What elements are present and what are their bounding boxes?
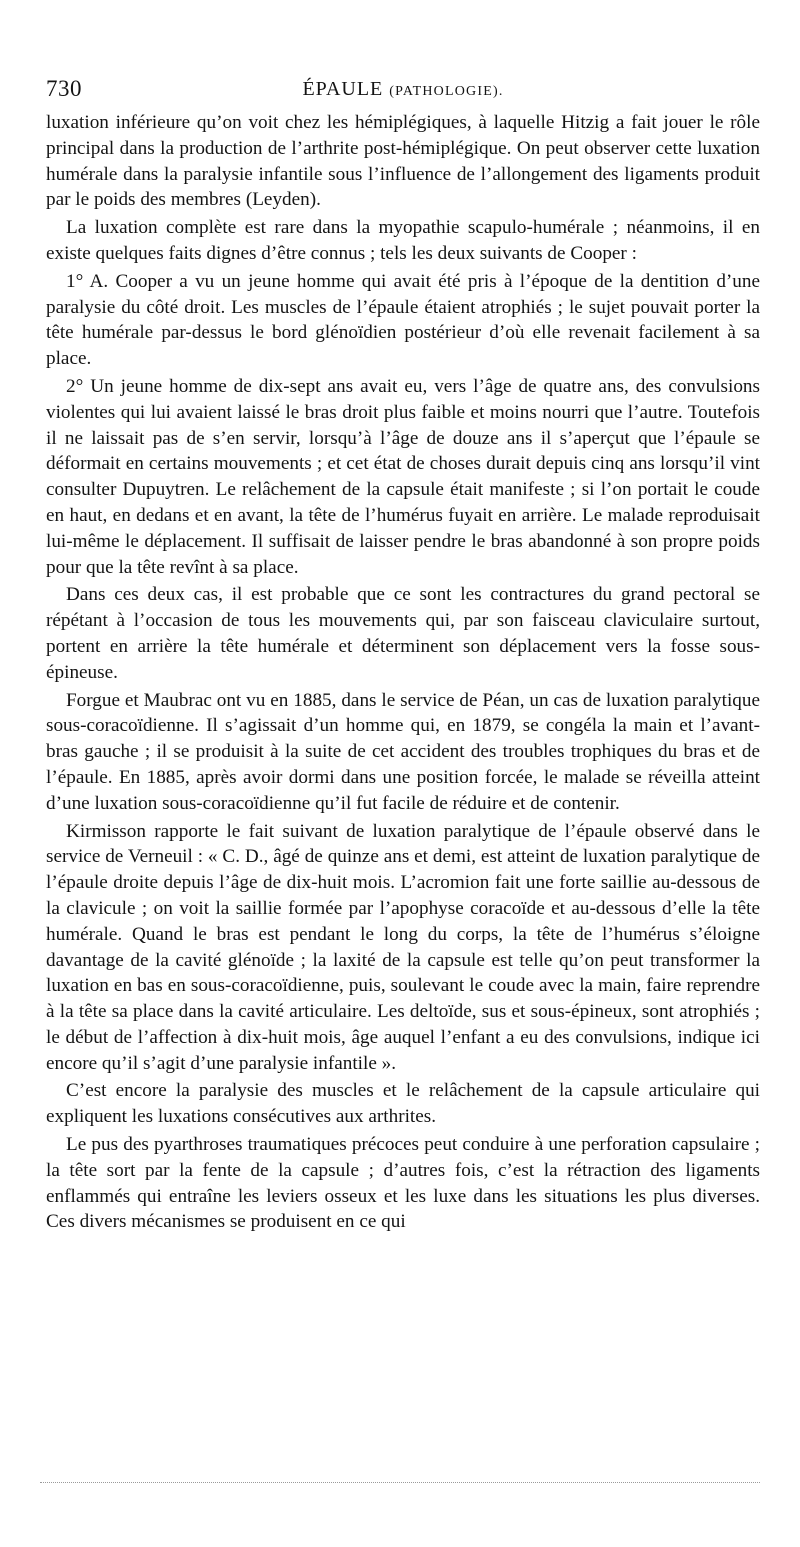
paragraph-pyarthrosis: Le pus des pyarthroses traumatiques précoces peut conduire à une perforation capsulaire ; la tête sort par la fente de la capsule ; d’autres fois, c’est la rétraction des ligaments enflammés qui entraîne les leviers osseux et les luxe dans les situations les plus diverses. Ces divers mécanismes se produisent en ce qui (46, 1134, 760, 1233)
running-head (46, 74, 760, 107)
paragraph-forgue-maubrac: Forgue et Maubrac ont vu en 1885, dans le service de Péan, un cas de luxation paralytique sous-coracoïdienne. Il s’agissait d’un homme qui, en 1879, se congéla la main et l’avant-bras gauche ; il se produisit à la suite de cet accident des troubles trophiques du bras et de l’épaule. En 1885, après avoir dormi dans une position forcée, le malade se réveilla atteint d’une luxation sous-coracoïdienne qu’il fut facile de réduire et de contenir. (46, 689, 760, 814)
paragraph-continuation: luxation inférieure qu’on voit chez les hémiplégiques, à laquelle Hitzig a fait jouer le rôle principal dans la production de l’arthrite post-hémiplégique. On peut observer cette luxation humérale dans la paralysie infantile sous l’influence de l’allongement des ligaments produit par le poids des membres (Leyden). (46, 112, 760, 211)
paragraph-case-2: 2° Un jeune homme de dix-sept ans avait eu, vers l’âge de quatre ans, des convulsions violentes qui lui avaient laissé le bras droit plus faible et moins nourri que l’autre. Toutefois il ne laissait pas de s’en servir, lorsqu’à l’âge de douze ans il s’aperçut que l’épaule se déformait en certains mouvements ; et cet état de choses durait depuis cinq ans lorsqu’il vint consulter Dupuytren. Le relâchement de la capsule était manifeste ; si l’on portait le coude en haut, en dedans et en avant, la tête de l’humérus fuyait en arrière. Le malade reproduisait lui-même le déplacement. Il suffisait de laisser pendre le bras abandonné à son propre poids pour que la tête revînt à sa place. (46, 375, 760, 578)
page-number: 730 (46, 76, 82, 101)
running-head-subtitle: (PATHOLOGIE). (389, 84, 504, 99)
paragraph-discussion: Dans ces deux cas, il est probable que ce sont les contractures du grand pectoral se répétant à l’occasion de tous les mouvements qui, par son faisceau claviculaire surtout, portent en arrière la tête humérale et déterminent son déplacement vers la fosse sous-épineuse. (46, 584, 760, 683)
paragraph-kirmisson: Kirmisson rapporte le fait suivant de luxation paralytique de l’épaule observé dans le service de Verneuil : « C. D., âgé de quinze ans et demi, est atteint de luxation paralytique de l’épaule droite depuis l’âge de dix-huit mois. L’acromion fait une forte saillie au-dessous de la clavicule ; on voit la saillie formée par l’apophyse coracoïde et au-dessous d’elle la tête humérale. Quand le bras est pendant le long du corps, la tête de l’humérus s’éloigne davantage de la cavité glénoïde ; la laxité de la capsule est telle qu’on peut transformer la luxation en bas en sous-coracoïdienne, puis, soulevant le coude avec la main, faire reprendre à la tête sa place dans la cavité articulaire. Les deltoïde, sus et sous-épineux, sont atrophiés ; le début de l’affection à dix-huit mois, âge auquel l’enfant a eu des convulsions, indique ici encore qu’il s’agit d’une paralysie infantile ». (46, 820, 760, 1074)
page-header (46, 74, 760, 104)
paragraph-case-1: 1° A. Cooper a vu un jeune homme qui avait été pris à l’époque de la dentition d’une paralysie du côté droit. Les muscles de l’épaule étaient atrophiés ; le sujet pouvait porter la tête humérale par-dessus le bord glénoïdien postérieur d’où elle revenait facilement à sa place. (46, 270, 760, 370)
running-head-title: ÉPAULE (302, 78, 384, 100)
footer-dotted-rule (40, 1482, 760, 1483)
paragraph-myopathy: La luxation complète est rare dans la myopathie scapulo-humérale ; néanmoins, il en existe quelques faits dignes d’être connus ; tels les deux suivants de Cooper : (46, 217, 760, 264)
body-text (46, 110, 760, 1237)
paragraph-arthritis: C’est encore la paralysie des muscles et le relâchement de la capsule articulaire qui expliquent les luxations consécutives aux arthrites. (46, 1080, 760, 1128)
